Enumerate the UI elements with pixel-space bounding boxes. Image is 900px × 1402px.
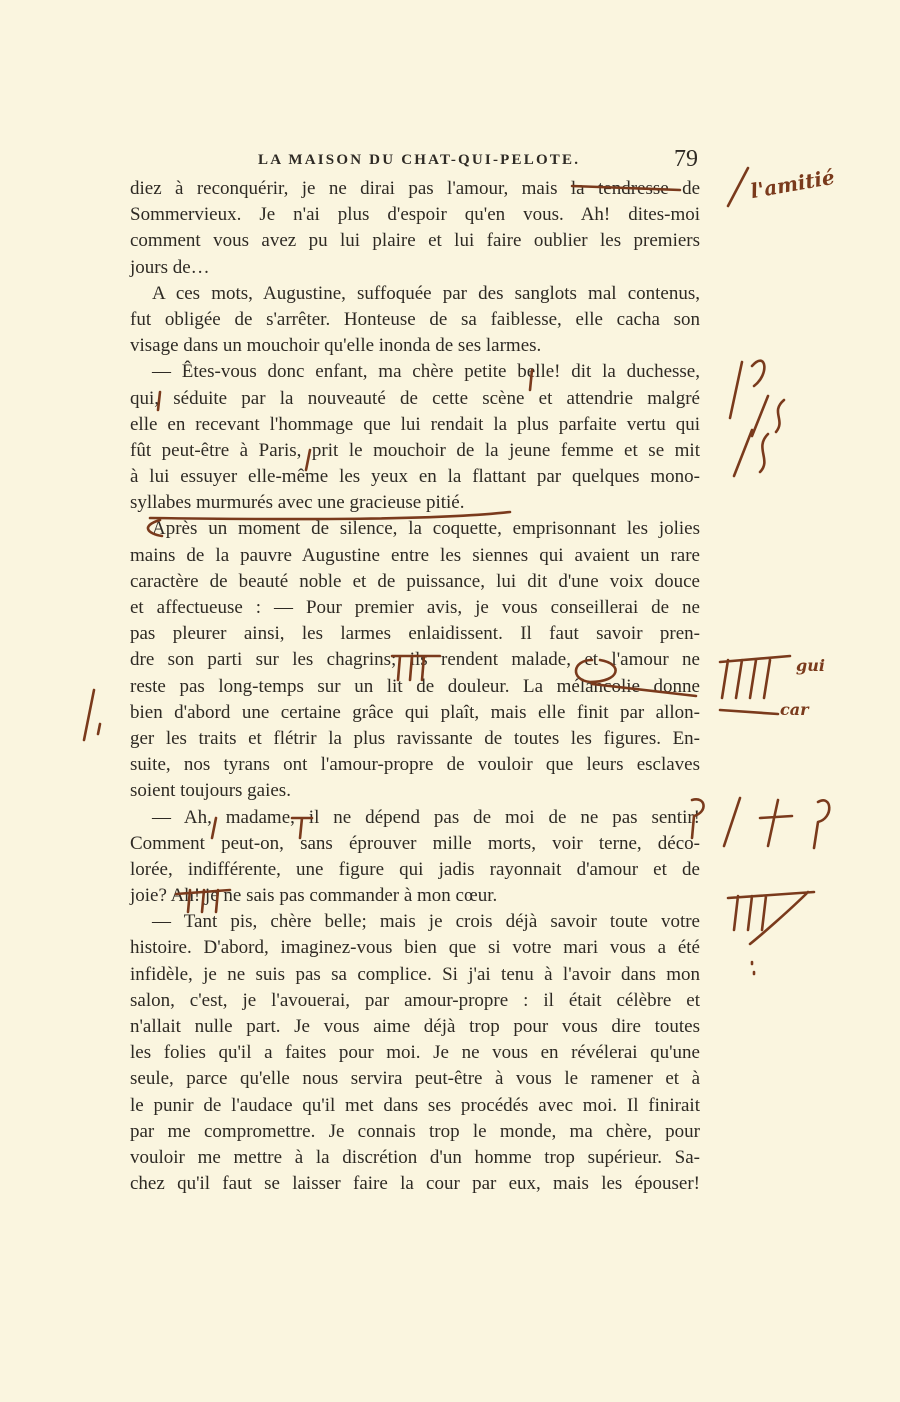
text-line: par me compromettre. Je connais trop le monde, ma chère, pour xyxy=(130,1120,700,1142)
body-text xyxy=(130,176,700,1197)
text-line: qui, séduite par la nouveauté de cette scène et attendrie malgré xyxy=(130,387,700,409)
text-line: Sommervieux. Je n'ai plus d'espoir qu'en vous. Ah! dites-moi xyxy=(130,204,700,226)
text-line: Après un moment de silence, la coquette, emprisonnant les jolies xyxy=(152,518,700,540)
text-line: pas pleurer ainsi, les larmes enlaidissent. Il faut savoir pren- xyxy=(130,623,700,645)
text-line: comment vous avez pu lui plaire et lui faire oublier les premiers xyxy=(130,230,700,252)
text-line: chez qu'il faut se laisser faire la cour par eux, mais les épouser! xyxy=(130,1173,700,1195)
margin-mark-1 xyxy=(730,362,742,418)
text-line: salon, c'est, je l'avouerai, par amour-propre : il était célèbre et xyxy=(130,989,700,1011)
margin-mark-3b xyxy=(760,434,768,472)
text-line: joie? Ah! je ne sais pas commander à mon cœur. xyxy=(130,885,498,907)
text-line: diez à reconquérir, je ne dirai pas l'amour, mais la tendresse de xyxy=(130,178,700,199)
text-line: seule, parce qu'elle nous servira peut-être à vous le ramener et à xyxy=(130,1068,700,1090)
margin-note-2: gui xyxy=(796,656,825,675)
text-line: fût peut-être à Paris, prit le mouchoir de la jeune femme et se mit xyxy=(130,439,700,461)
margin-mark-1b xyxy=(752,361,764,386)
text-line: visage dans un mouchoir qu'elle inonda de ses larmes. xyxy=(130,335,542,357)
text-line: jours de… xyxy=(130,256,210,278)
text-line: caractère de beauté noble et de puissance, lui dit d'une voix douce xyxy=(130,570,700,592)
text-line: — Êtes-vous donc enfant, ma chère petite belle! dit la duchesse, xyxy=(152,361,700,383)
margin-mark-4 xyxy=(724,798,740,846)
text-line: histoire. D'abord, imaginez-vous bien que si votre mari vous a été xyxy=(130,937,700,959)
margin-mark-6 xyxy=(814,800,829,848)
page-number: 79 xyxy=(674,146,698,172)
text-line: le punir de l'audace qu'il met dans ses procédés avec moi. Il finirait xyxy=(130,1094,700,1116)
text-line: lorée, indifférente, une figure qui jadis rayonnait d'amour et de xyxy=(130,858,700,880)
text-line: mains de la pauvre Augustine entre les siennes qui avaient un rare xyxy=(130,544,700,566)
text-line: dre son parti sur les chagrins; ils rendent malade, et l'amour ne xyxy=(130,649,700,671)
text-line: ger les traits et flétrir la plus ravissante de toutes les figures. En- xyxy=(130,727,700,749)
text-line: A ces mots, Augustine, suffoquée par des sanglots mal contenus, xyxy=(152,282,700,304)
text-line: n'allait nulle part. Je vous aime déjà trop pour vous dire toutes xyxy=(130,1016,700,1037)
text-line: Comment peut-on, sans éprouver mille morts, voir terne, déco- xyxy=(130,832,700,854)
text-line: bien d'abord une certaine grâce qui plaît, mais elle finit par allon- xyxy=(130,701,700,723)
margin-mark-3 xyxy=(734,430,752,476)
text-line: — Ah, madame, il ne dépend pas de moi de ne pas sentir! xyxy=(152,806,700,828)
margin-colon-mark xyxy=(752,962,754,974)
text-line: soient toujours gaies. xyxy=(130,780,291,802)
text-line: et affectueuse : — Pour premier avis, je vous conseillerai de ne xyxy=(130,597,700,618)
margin-mark-5 xyxy=(760,800,792,846)
text-line: les folies qu'il a faites pour moi. Je ne vous en révélerai qu'une xyxy=(130,1042,700,1064)
text-line: vouloir me mettre à la discrétion d'un homme trop supérieur. Sa- xyxy=(130,1146,700,1168)
running-title: LA MAISON DU CHAT-QUI-PELOTE. xyxy=(258,152,581,168)
margin-dash-mark xyxy=(720,710,778,714)
margin-mark-2b xyxy=(776,400,784,432)
text-line: — Tant pis, chère belle; mais je crois déjà savoir toute votre xyxy=(152,911,700,933)
text-line: infidèle, je ne suis pas sa complice. Si j'ai tenu à l'avoir dans mon xyxy=(130,963,700,985)
text-line: à lui essuyer elle-même les yeux en la flattant par quelques mono- xyxy=(130,466,700,488)
text-line: suite, nos tyrans ont l'amour-propre de vouloir que leurs esclaves xyxy=(130,754,700,776)
margin-mark-2 xyxy=(752,396,768,436)
margin-slash-mark xyxy=(728,168,748,206)
margin-strike-mark xyxy=(720,656,790,698)
left-margin-mark xyxy=(84,690,100,740)
text-line: elle en recevant l'hommage que lui rendait la plus parfaite vertu qui xyxy=(130,413,700,435)
running-head xyxy=(130,146,700,174)
margin-note-1: l'amitié xyxy=(748,164,837,204)
text-line: reste pas long-temps sur un lit de douleur. La mélancolie donne xyxy=(130,675,700,697)
text-line: syllabes murmurés avec une gracieuse pitié. xyxy=(130,492,465,514)
margin-strike-mark xyxy=(728,892,814,944)
margin-note-3: car xyxy=(780,700,809,719)
text-line: fut obligée de s'arrêter. Honteuse de sa faiblesse, elle cacha son xyxy=(130,308,700,330)
